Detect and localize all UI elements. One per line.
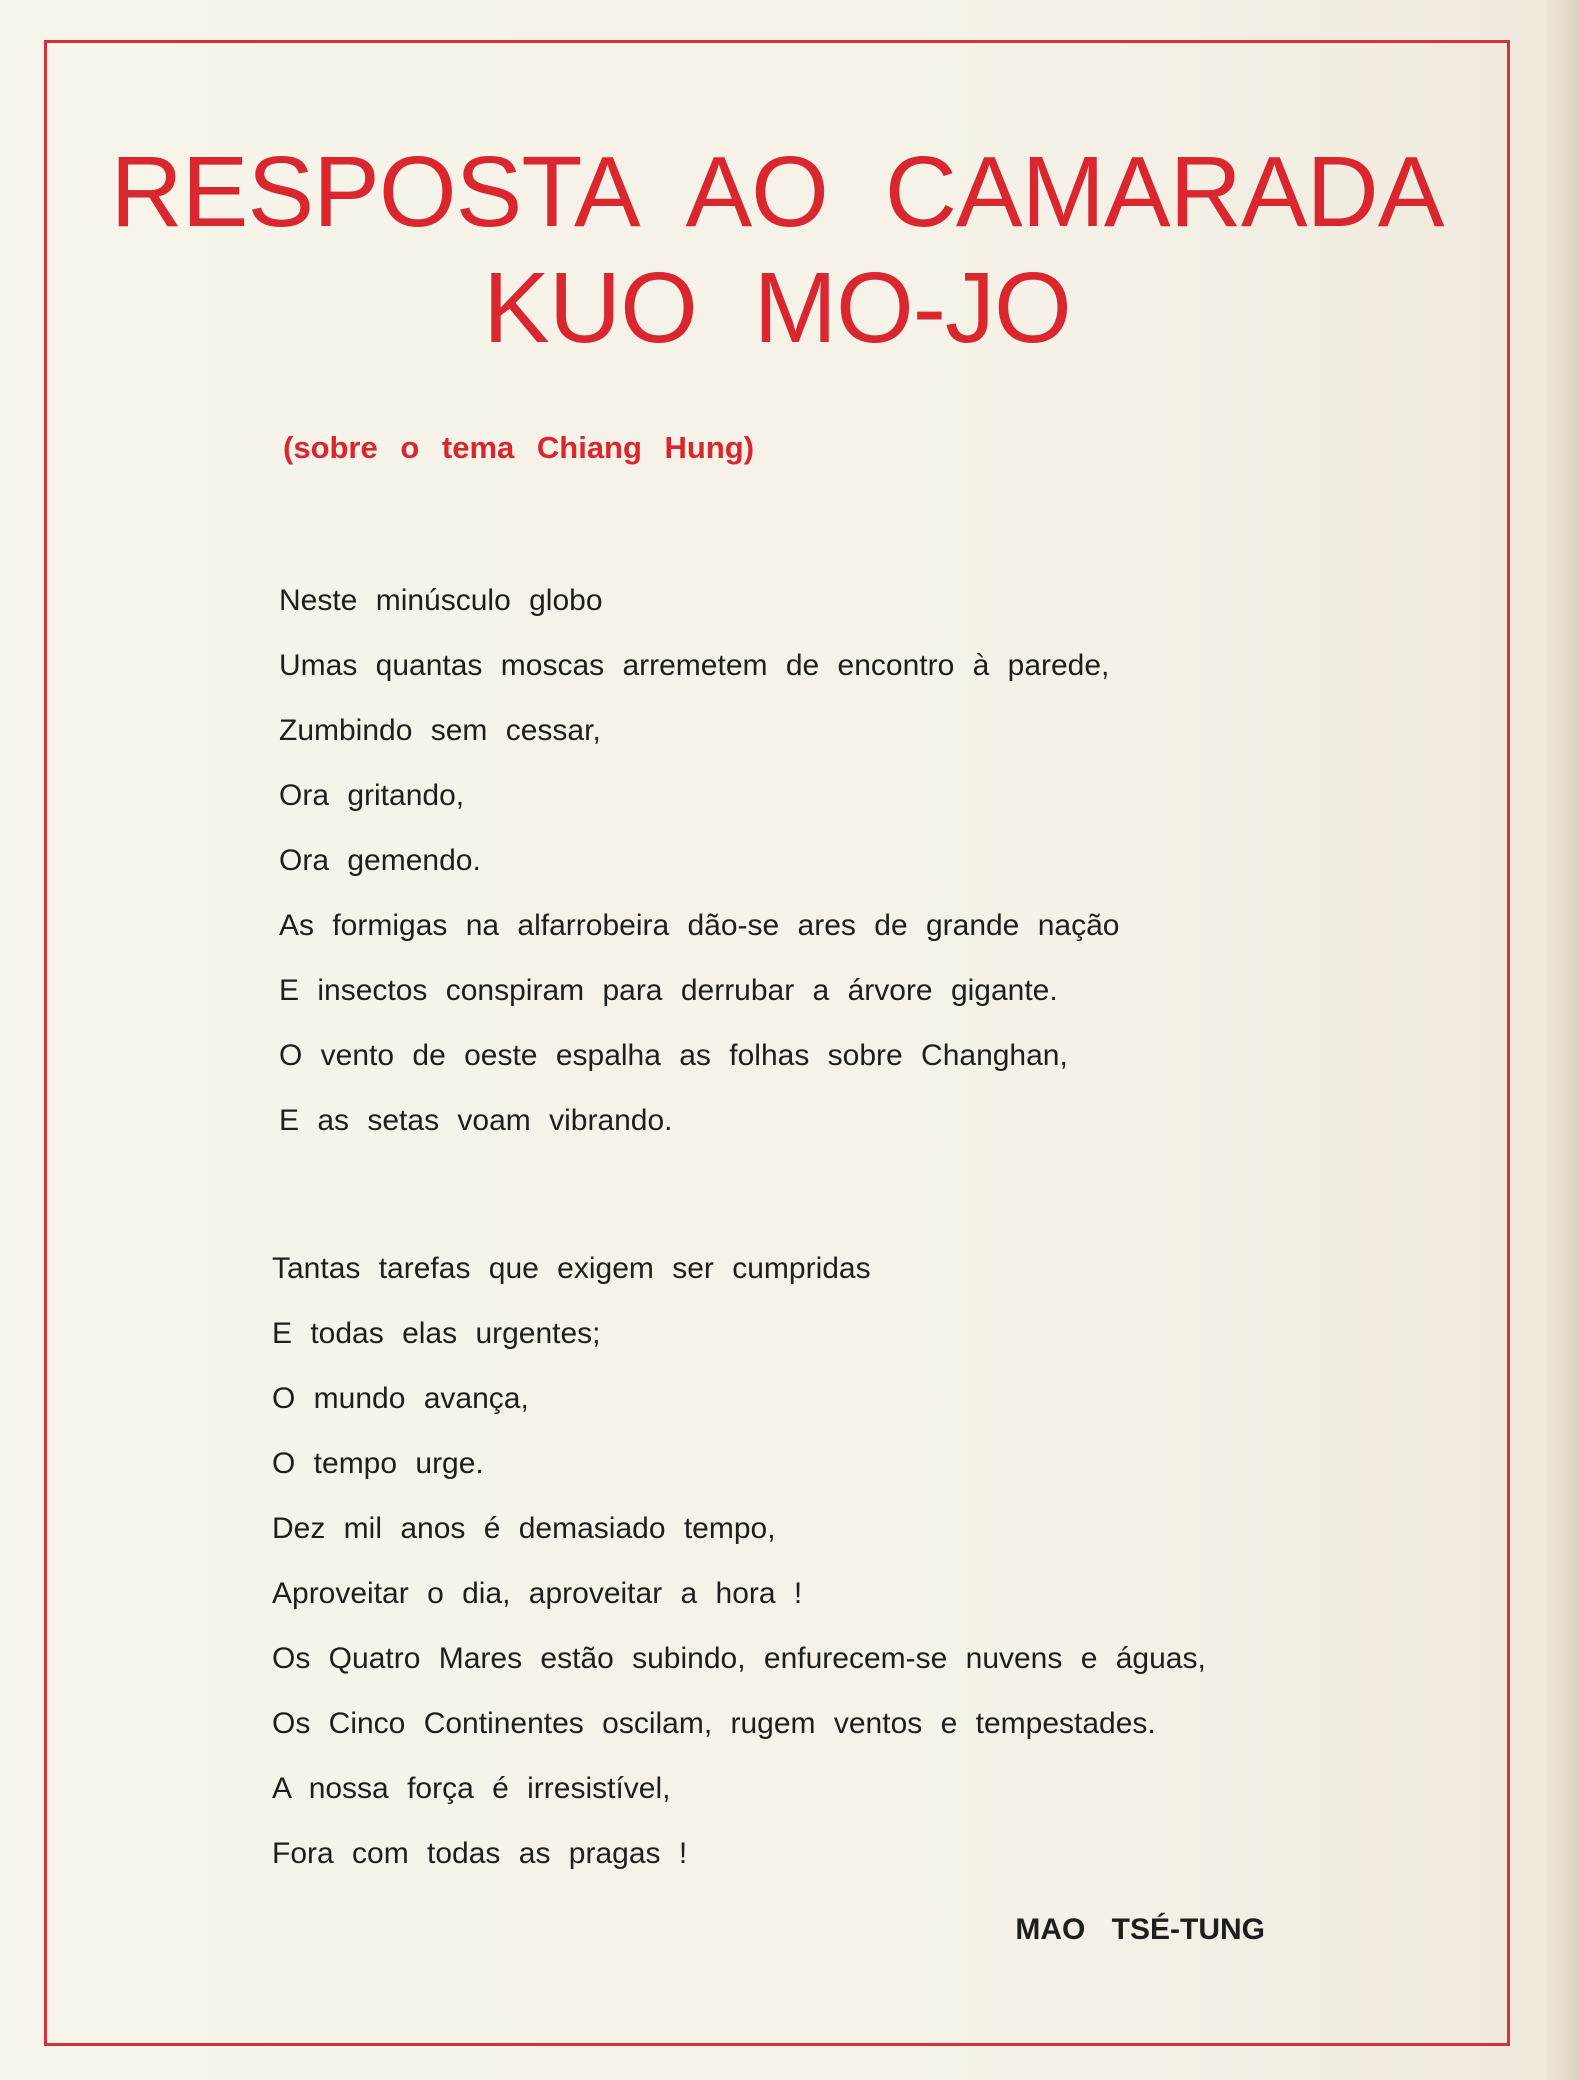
poem-line: As formigas na alfarrobeira dão-se ares de grande nação	[279, 909, 1120, 942]
poem-line: Umas quantas moscas arremetem de encontro à parede,	[279, 649, 1110, 682]
subtitle: (sobre o tema Chiang Hung)	[283, 430, 755, 465]
poem-line: Os Cinco Continentes oscilam, rugem ventos e tempestades.	[272, 1707, 1156, 1740]
poem-line: Os Quatro Mares estão subindo, enfurecem-se nuvens e águas,	[272, 1642, 1206, 1675]
page-edge	[1547, 0, 1579, 2080]
poem-line: Tantas tarefas que exigem ser cumpridas	[272, 1252, 871, 1285]
poem-line: Ora gemendo.	[279, 844, 481, 877]
title-line-1: RESPOSTA AO CAMARADA	[110, 136, 1444, 248]
poem-line: A nossa força é irresistível,	[272, 1772, 671, 1805]
poem-line: Fora com todas as pragas !	[272, 1837, 688, 1870]
poem-line: Ora gritando,	[279, 779, 465, 812]
poem-line: O vento de oeste espalha as folhas sobre Changhan,	[279, 1039, 1068, 1072]
poem-line: O mundo avança,	[272, 1382, 529, 1415]
poem-line: Dez mil anos é demasiado tempo,	[272, 1512, 776, 1545]
poem-line: Neste minúsculo globo	[279, 584, 603, 617]
poem-line: Zumbindo sem cessar,	[279, 714, 601, 747]
poem-line: E as setas voam vibrando.	[279, 1104, 673, 1137]
title-line-2: KUO MO-JO	[483, 252, 1071, 364]
poem-line: E todas elas urgentes;	[272, 1317, 601, 1350]
poem-stanza-1	[279, 568, 1119, 1153]
poem-line: O tempo urge.	[272, 1447, 484, 1480]
poem-stanza-2	[272, 1236, 1206, 1886]
author-signature: MAO TSÉ-TUNG	[1015, 1913, 1265, 1946]
poem-line: E insectos conspiram para derrubar a árvore gigante.	[279, 974, 1058, 1007]
poem-line: Aproveitar o dia, aproveitar a hora !	[272, 1577, 803, 1610]
